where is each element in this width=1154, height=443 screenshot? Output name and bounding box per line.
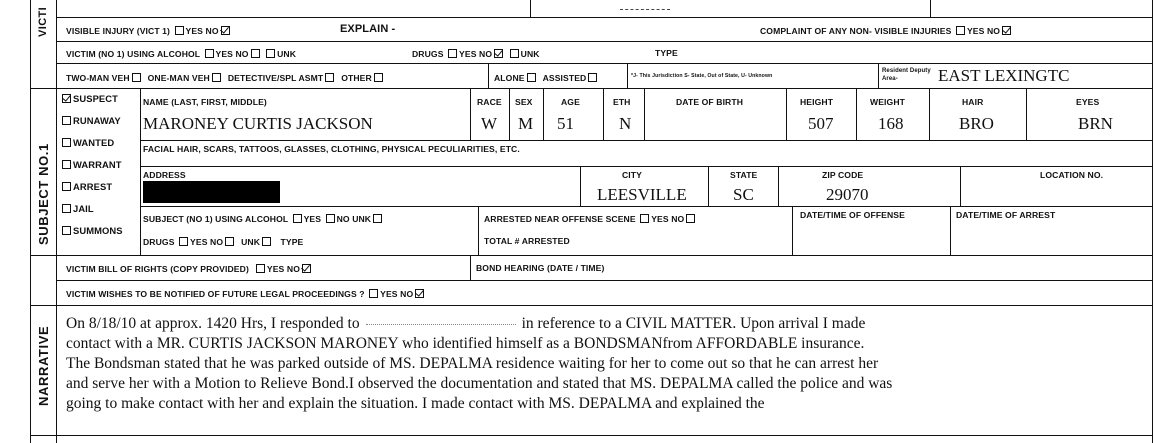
col-arrest-dt — [950, 206, 951, 255]
notify-no-label: NO — [400, 289, 414, 299]
alone-checkbox[interactable] — [527, 73, 536, 82]
col-race — [470, 88, 471, 140]
visible-injury-row — [66, 26, 232, 36]
subject-drugs-yes-checkbox[interactable] — [179, 237, 188, 246]
narrative-line-3: The Bondsman stated that he was parked outside of MS. DEPALMA residence waiting for her to come out so that he can arrest her — [66, 355, 879, 372]
subject-type-options — [60, 94, 140, 248]
subject-option-checkbox[interactable] — [62, 116, 71, 125]
arrested-no-label: NO — [671, 214, 685, 224]
col-age — [543, 88, 544, 140]
arrested-yes-label: YES — [651, 214, 669, 224]
rule-3 — [56, 63, 1152, 64]
col-eyes — [1026, 88, 1027, 140]
narrative-line-2: contact with a MR. CURTIS JACKSON MARONEY who identified himself as a BONDSMANfrom AFFORDABLE insurance. — [66, 335, 865, 352]
subject-option-label: WANTED — [73, 137, 115, 148]
address-redaction — [143, 181, 280, 203]
complaint-no-label: NO — [986, 26, 1001, 36]
subject-alcohol-yes-label: YES — [303, 214, 322, 224]
assisted-label: ASSISTED — [542, 73, 587, 83]
rule-2 — [56, 41, 1152, 42]
rule-11 — [30, 435, 1152, 436]
narrative-text — [66, 314, 1146, 414]
subject-option-runaway[interactable] — [60, 116, 140, 138]
subject-option-label: ARREST — [73, 181, 113, 192]
col-city — [580, 166, 581, 206]
rule-8 — [30, 255, 1152, 256]
assisted-checkbox[interactable] — [588, 73, 597, 82]
narrative-side-label: NARRATIVE — [36, 325, 51, 406]
victim-alcohol-row — [66, 49, 296, 59]
complaint-no-checkbox[interactable] — [1002, 26, 1011, 35]
subject-option-warrant[interactable] — [60, 160, 140, 182]
state-label: STATE — [730, 170, 758, 180]
subject-drugs-no-checkbox[interactable] — [225, 237, 234, 246]
zip-label: ZIP CODE — [822, 170, 864, 180]
narrative-line-1-start: On 8/18/10 at approx. 1420 Hrs, I responded to — [66, 315, 360, 332]
zip-value: 29070 — [826, 185, 869, 204]
victim-alcohol-yes-label: YES — [215, 49, 233, 59]
subject-drugs-label: DRUGS — [143, 237, 175, 247]
datetime-offense-label: DATE/TIME OF OFFENSE — [800, 210, 905, 220]
eth-header: ETH — [613, 97, 631, 107]
subject-options-divider — [140, 88, 141, 255]
arrested-near-label: ARRESTED NEAR OFFENSE SCENE — [484, 214, 636, 224]
narrative-line-1 — [66, 314, 1146, 334]
hair-value: BRO — [959, 114, 994, 133]
total-arrested-label: TOTAL # ARRESTED — [484, 236, 570, 246]
eth-value: N — [619, 114, 632, 133]
name-value: MARONEY CURTIS JACKSON — [143, 114, 373, 133]
weight-value: 168 — [878, 114, 904, 133]
vehicle-divider-2 — [627, 63, 628, 88]
vehicle-row — [66, 73, 385, 83]
col-weight — [856, 88, 857, 140]
explain-label: EXPLAIN - — [340, 23, 396, 35]
rule-1 — [56, 17, 1152, 18]
bill-no-checkbox[interactable] — [302, 264, 311, 273]
bill-yes-checkbox[interactable] — [256, 264, 265, 273]
right-border — [1152, 0, 1153, 443]
rule-10 — [30, 305, 1152, 306]
visible-injury-label: VISIBLE INJURY (VICT 1) — [66, 26, 171, 36]
resident-deputy-value: EAST LEXINGTC — [938, 66, 1070, 85]
subject-option-label: SUSPECT — [73, 93, 118, 104]
col-sex — [509, 88, 510, 140]
subject-option-checkbox[interactable] — [62, 204, 71, 213]
detective-label: DETECTIVE/SPL ASMT — [227, 73, 324, 83]
age-header: AGE — [561, 97, 580, 107]
injury-yes-label: YES — [185, 26, 204, 36]
subject-option-checkbox[interactable] — [62, 160, 71, 169]
other-label: OTHER — [341, 73, 372, 83]
jurisdiction-note: *J- This Jurisdiction S- State, Out of State, U- Unknown — [631, 73, 773, 79]
victim-drugs-unk-label: UNK — [520, 49, 540, 59]
vehicle-divider-3 — [878, 63, 879, 88]
subject-drugs-type-label: TYPE — [280, 237, 304, 247]
arrested-near-row — [484, 214, 697, 224]
subject-option-summons[interactable] — [60, 226, 140, 248]
sex-value: M — [518, 114, 534, 133]
weight-header: WEIGHT — [870, 97, 905, 107]
faint-mark — [620, 9, 670, 10]
side-band-divider — [56, 0, 57, 443]
detective-checkbox[interactable] — [325, 73, 334, 82]
subject-alcohol-unk-checkbox[interactable] — [373, 214, 382, 223]
victim-alcohol-no-checkbox[interactable] — [251, 49, 260, 58]
victim-drugs-yes-label: YES — [459, 49, 477, 59]
top-divider-2 — [930, 0, 931, 17]
bill-no-label: NO — [286, 264, 300, 274]
col-arrested — [478, 206, 479, 255]
victim-alcohol-unk-label: UNK — [277, 49, 297, 59]
victim-alcohol-label: VICTIM (NO 1) USING ALCOHOL — [66, 49, 200, 59]
subject-option-jail[interactable] — [60, 204, 140, 226]
victim-drugs-no-label: NO — [479, 49, 493, 59]
narrative-line-4: and serve her with a Motion to Relieve Bond.I observed the documentation and stated that MS. DEPALMA called the police and was — [66, 375, 893, 392]
subject-drugs-yes-label: YES — [190, 237, 208, 247]
subject-drugs-unk-checkbox[interactable] — [262, 237, 271, 246]
subject-alcohol-label: SUBJECT (NO 1) USING ALCOHOL — [143, 214, 289, 224]
datetime-arrest-label: DATE/TIME OF ARREST — [956, 210, 1056, 220]
resident-deputy-label: Resident Deputy Area- — [882, 68, 931, 82]
bond-divider — [470, 255, 471, 280]
bond-hearing-label: BOND HEARING (DATE / TIME) — [476, 263, 605, 273]
eyes-header: EYES — [1076, 97, 1100, 107]
col-state — [708, 166, 709, 206]
alone-assisted-row — [494, 73, 599, 83]
rule-4 — [30, 88, 1152, 89]
narrative-line-1-end: in reference to a CIVIL MATTER. Upon arrival I made — [521, 315, 866, 332]
notify-label: VICTIM WISHES TO BE NOTIFIED OF FUTURE LEGAL PROCEEDINGS ? — [66, 289, 365, 299]
two-man-label: TWO-MAN VEH — [66, 73, 130, 83]
col-eth — [603, 88, 604, 140]
one-man-checkbox[interactable] — [212, 73, 221, 82]
victim-alcohol-no-label: NO — [235, 49, 249, 59]
col-location — [960, 166, 961, 206]
subject-alcohol-no-checkbox[interactable] — [326, 214, 335, 223]
alone-label: ALONE — [494, 73, 525, 83]
complaint-label: COMPLAINT OF ANY NON- VISIBLE INJURIES — [760, 26, 952, 36]
race-value: W — [481, 114, 498, 133]
subject-option-checkbox[interactable] — [62, 182, 71, 191]
location-label: LOCATION NO. — [1040, 170, 1104, 180]
victim-drugs-row — [412, 49, 540, 59]
complaint-row — [760, 26, 1013, 36]
rule-9 — [56, 280, 1152, 281]
subject-option-checkbox[interactable] — [62, 138, 71, 147]
city-label: CITY — [622, 170, 642, 180]
arrested-no-checkbox[interactable] — [686, 214, 695, 223]
subject-drugs-no-label: NO — [210, 237, 224, 247]
subject-option-wanted[interactable] — [60, 138, 140, 160]
subject-option-checkbox[interactable] — [62, 94, 71, 103]
subject-alcohol-row — [143, 214, 384, 224]
col-hair — [929, 88, 930, 140]
top-divider-1 — [530, 0, 531, 17]
victim-drugs-type-label: TYPE — [655, 48, 678, 58]
notify-yes-checkbox[interactable] — [369, 289, 378, 298]
victim-alcohol-yes-checkbox[interactable] — [205, 49, 214, 58]
left-border — [30, 0, 31, 443]
subject-option-checkbox[interactable] — [62, 226, 71, 235]
injury-no-label: NO — [205, 26, 219, 36]
victim-drugs-no-checkbox[interactable] — [494, 49, 503, 58]
subject-option-suspect[interactable] — [60, 94, 140, 116]
subject-option-label: WARRANT — [73, 159, 122, 170]
subject-side-label: SUBJECT NO.1 — [36, 143, 51, 245]
victim-drugs-label: DRUGS — [412, 49, 444, 59]
race-header: RACE — [477, 97, 502, 107]
height-value: 507 — [808, 114, 834, 133]
bill-yes-label: YES — [266, 264, 285, 274]
complaint-yes-checkbox[interactable] — [956, 26, 965, 35]
eyes-value: BRN — [1078, 114, 1113, 133]
features-label: FACIAL HAIR, SCARS, TATTOOS, GLASSES, CLOTHING, PHYSICAL PECULIARITIES, ETC. — [143, 144, 520, 154]
two-man-checkbox[interactable] — [132, 73, 141, 82]
narrative-line-5: going to make contact with her and explain the situation. I made contact with MS. DEPALMA and explained the — [66, 395, 765, 412]
hair-header: HAIR — [962, 97, 984, 107]
col-height — [786, 88, 787, 140]
bill-of-rights-row — [66, 264, 313, 274]
bill-of-rights-label: VICTIM BILL OF RIGHTS (COPY PROVIDED) — [66, 264, 249, 274]
name-header: NAME (LAST, FIRST, MIDDLE) — [143, 97, 267, 107]
notify-yes-label: YES — [380, 289, 398, 299]
notify-no-checkbox[interactable] — [415, 289, 424, 298]
narrative-redacted-location — [366, 324, 516, 325]
sex-header: SEX — [515, 97, 533, 107]
dob-header: DATE OF BIRTH — [676, 97, 744, 107]
subject-alcohol-yes-checkbox[interactable] — [293, 214, 302, 223]
notify-row — [66, 289, 426, 299]
rule-7 — [140, 206, 1152, 207]
age-value: 51 — [557, 114, 574, 133]
rule-5 — [140, 140, 1152, 141]
subject-option-label: JAIL — [73, 203, 94, 214]
col-zip — [778, 166, 779, 206]
subject-alcohol-unk-label: UNK — [352, 214, 372, 224]
victim-alcohol-unk-checkbox[interactable] — [266, 49, 275, 58]
subject-option-label: SUMMONS — [73, 225, 123, 236]
address-label: ADDRESS — [143, 170, 186, 180]
other-checkbox[interactable] — [374, 73, 383, 82]
injury-no-checkbox[interactable] — [221, 26, 230, 35]
complaint-yes-label: YES — [966, 26, 985, 36]
height-header: HEIGHT — [800, 97, 834, 107]
col-dob — [644, 88, 645, 140]
vehicle-divider-1 — [488, 63, 489, 88]
injury-yes-checkbox[interactable] — [175, 26, 184, 35]
state-value: SC — [733, 185, 754, 204]
subject-drugs-row — [143, 237, 303, 247]
victim-side-label: VICTI — [37, 6, 49, 37]
subject-alcohol-no-label: NO — [336, 214, 350, 224]
victim-drugs-yes-checkbox[interactable] — [448, 49, 457, 58]
subject-option-arrest[interactable] — [60, 182, 140, 204]
subject-drugs-unk-label: UNK — [241, 237, 261, 247]
city-value: LEESVILLE — [597, 185, 687, 204]
col-offense-dt — [792, 206, 793, 255]
one-man-label: ONE-MAN VEH — [147, 73, 210, 83]
subject-option-label: RUNAWAY — [73, 115, 121, 126]
arrested-yes-checkbox[interactable] — [640, 214, 649, 223]
victim-drugs-unk-checkbox[interactable] — [510, 49, 519, 58]
rule-6 — [140, 166, 1152, 167]
